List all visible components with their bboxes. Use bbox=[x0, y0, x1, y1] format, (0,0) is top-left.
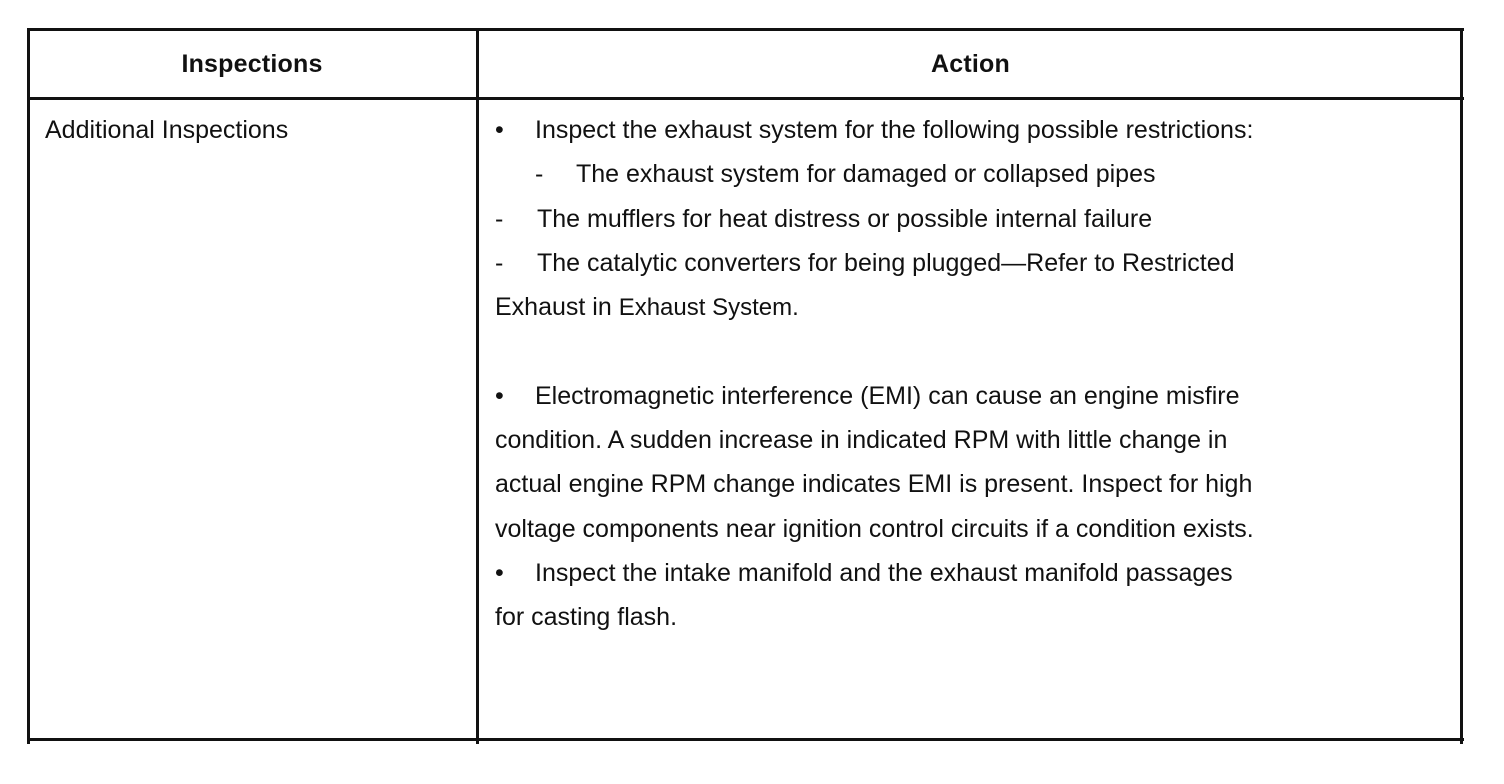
action-text: Exhaust in bbox=[495, 293, 619, 322]
bullet-marker: • bbox=[495, 381, 504, 410]
row-label: Additional Inspections bbox=[45, 116, 289, 144]
action-text: The mufflers for heat distress or possible internal failure bbox=[537, 204, 1153, 233]
action-text: for casting flash. bbox=[495, 603, 678, 632]
table-right-border bbox=[1460, 28, 1463, 744]
action-line bbox=[495, 197, 1455, 241]
action-cell bbox=[495, 108, 1455, 640]
action-text: actual engine RPM change indicates EMI is present. Inspect for high bbox=[495, 470, 1253, 499]
dash-marker: - bbox=[495, 204, 504, 233]
action-line bbox=[495, 108, 1455, 152]
bullet-marker: • bbox=[495, 116, 504, 144]
action-text: Electromagnetic interference (EMI) can cause an engine misfire bbox=[535, 381, 1240, 410]
header-inspections: Inspections bbox=[181, 49, 323, 78]
action-line bbox=[495, 551, 1455, 595]
action-text: Inspect the exhaust system for the following possible restrictions: bbox=[535, 116, 1254, 144]
table-left-border bbox=[27, 28, 30, 744]
action-text: Inspect the intake manifold and the exhaust manifold passages bbox=[535, 558, 1233, 587]
action-line bbox=[495, 462, 1455, 506]
bullet-marker: • bbox=[495, 558, 504, 587]
action-line bbox=[495, 285, 1455, 329]
table-bottom-border bbox=[27, 738, 1464, 741]
action-line bbox=[495, 595, 1455, 639]
action-line bbox=[495, 374, 1455, 418]
action-text: The exhaust system for damaged or collapsed pipes bbox=[576, 160, 1156, 189]
action-line bbox=[495, 418, 1455, 462]
action-line bbox=[495, 241, 1455, 285]
action-line bbox=[495, 152, 1455, 196]
column-divider bbox=[476, 28, 479, 744]
dash-marker: - bbox=[495, 248, 504, 277]
action-text: The catalytic converters for being plugged—Refer to Restricted bbox=[537, 248, 1235, 277]
header-action: Action bbox=[931, 49, 1010, 78]
exhaust-system-reference: Exhaust System. bbox=[618, 294, 799, 322]
action-text: voltage components near ignition control circuits if a condition exists. bbox=[495, 514, 1254, 543]
action-line bbox=[495, 507, 1455, 551]
action-text: condition. A sudden increase in indicated RPM with little change in bbox=[495, 426, 1228, 455]
inspection-table bbox=[27, 28, 1464, 742]
paragraph-gap bbox=[495, 329, 1455, 373]
dash-marker: - bbox=[535, 160, 544, 189]
